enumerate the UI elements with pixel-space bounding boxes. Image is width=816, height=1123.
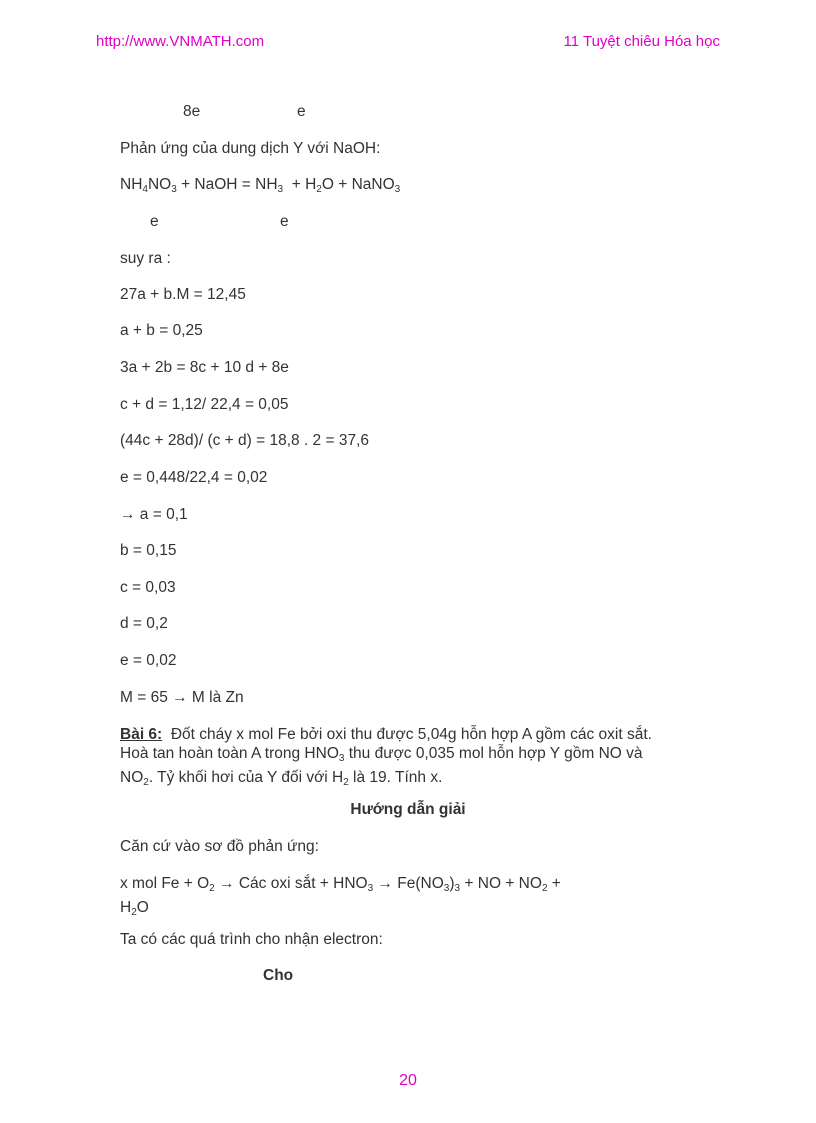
- result-a: → a = 0,1: [120, 506, 188, 523]
- equation-3: 3a + 2b = 8c + 10 d + 8e: [120, 359, 289, 376]
- solution-intro: Căn cứ vào sơ đồ phản ứng:: [120, 838, 319, 855]
- result-c: c = 0,03: [120, 579, 176, 596]
- header-url: http://www.VNMATH.com: [96, 33, 265, 50]
- line-8e: 8e: [183, 103, 201, 120]
- equation-6: e = 0,448/22,4 = 0,02: [120, 469, 268, 486]
- equation-nh4no3-naoh: $NH_4NO_3$ + NaOH = $NH_3 + H_2O$ + NaNO$_3$: [120, 176, 401, 195]
- problem-label: Bài 6:: [120, 726, 163, 743]
- result-d: d = 0,2: [120, 615, 168, 632]
- result-m: M = 65 → M là Zn: [120, 689, 244, 706]
- cho-label: Cho: [263, 967, 294, 984]
- equation-1: 27a + b.M = 12,45: [120, 286, 246, 303]
- equation-4: c + d = 1,12/ 22,4 = 0,05: [120, 396, 289, 413]
- result-e: e = 0,02: [120, 652, 177, 669]
- solution-heading: Hướng dẫn giải: [350, 801, 466, 818]
- equation-2: a + b = 0,25: [120, 322, 203, 339]
- equation-5: (44c + 28d)/ (c + d) = 18,8 . 2 = 37,6: [120, 432, 370, 449]
- electron-transfer-intro: Ta có các quá trình cho nhận electron:: [120, 931, 383, 948]
- text-reaction-intro: Phản ứng của dung dịch Y với NaOH:: [120, 140, 381, 157]
- page-number: 20: [399, 1072, 417, 1089]
- problem-6: Bài 6: Đốt cháy x mol Fe bởi oxi thu được 5,04g hỗn hợp A gồm các oxit sắt. Hoà tan hoàn toàn A trong $HNO_3$ thu được 0,035 mol hỗn hợp Y gồm NO và $NO_2$. Tỷ khối hơi của Y đối với $H_2$ là 19. Tính x.: [120, 726, 652, 788]
- equation-fe-scheme: x mol $Fe + O_2$ → Các oxi sắt + $HNO_3 \to Fe(NO_3)_3$ + NO + $NO_2$ + $H_2O$: [120, 875, 561, 918]
- text-suy-ra: suy ra :: [120, 250, 171, 267]
- result-b: b = 0,15: [120, 542, 177, 559]
- header-title: 11 Tuyệt chiêu Hóa học: [563, 33, 720, 50]
- line-e-left: e: [150, 213, 159, 230]
- line-e: e: [297, 103, 306, 120]
- line-e-right: e: [280, 213, 289, 230]
